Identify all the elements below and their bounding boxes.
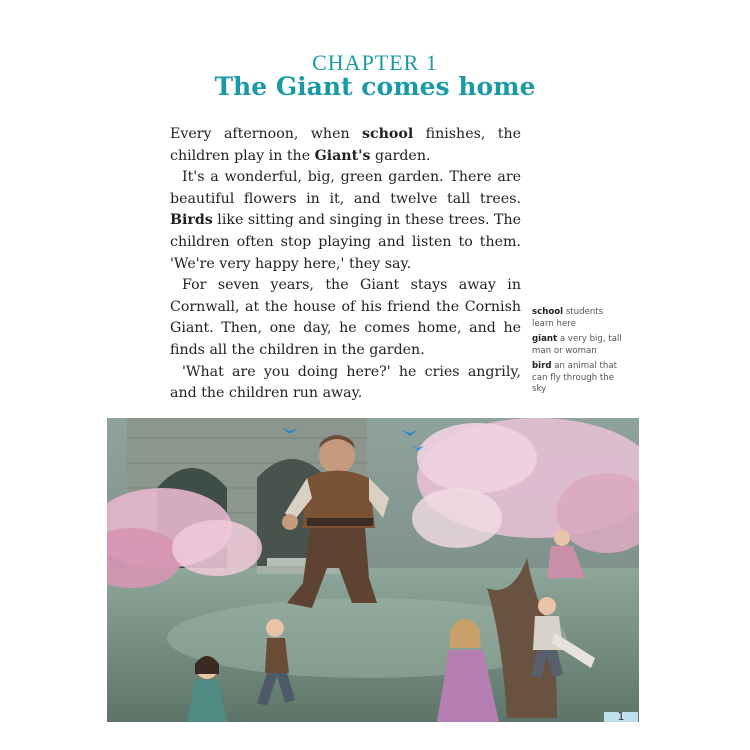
story-paragraph: 'What are you doing here?' he cries angrily, and the children run away.: [170, 363, 521, 402]
chapter-title: The Giant comes home: [214, 72, 536, 101]
glossary-term-birds: Birds: [170, 212, 213, 229]
glossary-word: school: [532, 307, 564, 317]
story-paragraph: Every afternoon, when school finishes, the children play in the Giant's garden.: [170, 126, 521, 164]
glossary-entry: [532, 307, 622, 330]
glossary-sidebar: [532, 307, 622, 400]
page-number: 1: [604, 712, 638, 722]
glossary-entry: [532, 361, 622, 396]
story-paragraph: It's a wonderful, big, green garden. There are beautiful flowers in it, and twelve tall trees. Birds like sitting and singing in these trees. The children often stop playing and listen to them. 'We're very happy here,' they say.: [170, 169, 522, 272]
glossary-word: giant: [532, 334, 558, 344]
chapter-label: CHAPTER 1: [312, 50, 438, 75]
story-paragraph: For seven years, the Giant stays away in Cornwall, at the house of his friend the Cornish Giant. Then, one day, he comes home, and he finds all the children in the garden.: [170, 277, 521, 358]
glossary-entry: [532, 334, 622, 357]
glossary-term-giant: Giant's: [314, 147, 371, 164]
glossary-term-school: school: [361, 126, 414, 142]
glossary-definition: a very big, tall man or woman: [532, 334, 622, 356]
glossary-definition: an animal that can fly through the sky: [532, 361, 617, 394]
glossary-definition: students learn here: [532, 307, 604, 329]
illustration-scene: [107, 418, 639, 722]
giant-garden-illustration: [107, 418, 639, 722]
glossary-word: bird: [532, 361, 552, 371]
story-text: [170, 124, 521, 405]
